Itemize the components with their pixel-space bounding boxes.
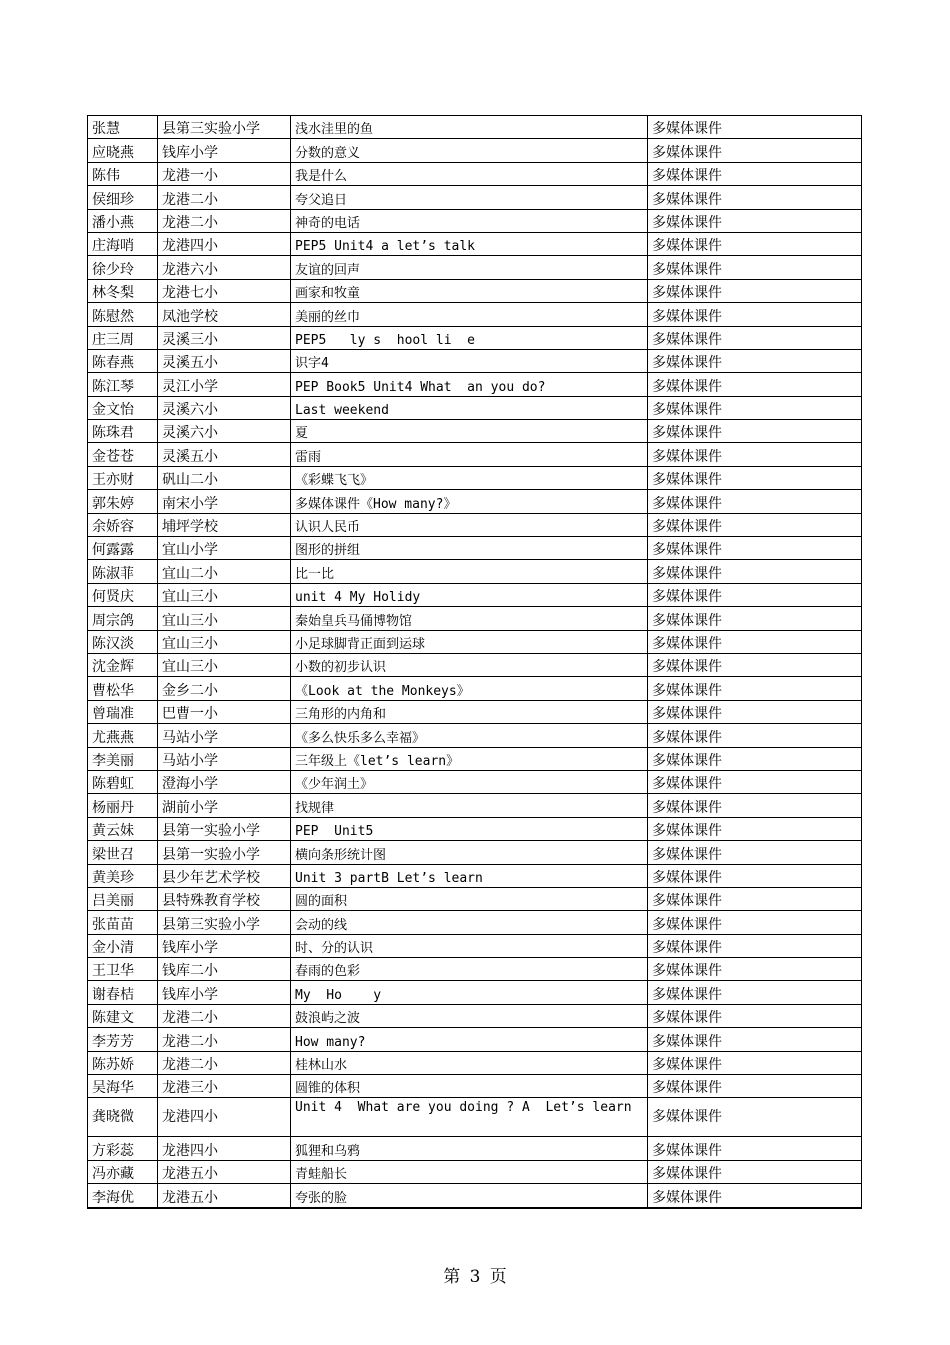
category-cell: 多媒体课件 <box>648 630 862 653</box>
school-cell: 龙港四小 <box>158 1137 291 1160</box>
school-cell: 灵溪五小 <box>158 349 291 372</box>
title-cell: 圆的面积 <box>291 887 648 910</box>
table-row <box>88 817 862 840</box>
school-cell: 埔坪学校 <box>158 513 291 536</box>
category-cell: 多媒体课件 <box>648 396 862 419</box>
title-cell: 小数的初步认识 <box>291 653 648 676</box>
teacher-name-cell: 梁世召 <box>88 841 158 864</box>
table-row <box>88 958 862 981</box>
table-row <box>88 1075 862 1098</box>
category-cell: 多媒体课件 <box>648 1004 862 1027</box>
table-row <box>88 794 862 817</box>
school-cell: 龙港二小 <box>158 186 291 209</box>
teacher-name-cell: 黄云妹 <box>88 817 158 840</box>
school-cell: 矾山二小 <box>158 466 291 489</box>
category-cell: 多媒体课件 <box>648 770 862 793</box>
school-cell: 马站小学 <box>158 724 291 747</box>
spreadsheet-table <box>87 115 862 1209</box>
title-cell: My Ho y <box>291 981 648 1004</box>
category-cell: 多媒体课件 <box>648 887 862 910</box>
school-cell: 县第一实验小学 <box>158 841 291 864</box>
table-row <box>88 162 862 185</box>
school-cell: 灵溪三小 <box>158 326 291 349</box>
teacher-name-cell: 李芳芳 <box>88 1028 158 1051</box>
category-cell: 多媒体课件 <box>648 560 862 583</box>
category-cell: 多媒体课件 <box>648 981 862 1004</box>
teacher-name-cell: 金文怡 <box>88 396 158 419</box>
school-cell: 龙港七小 <box>158 279 291 302</box>
category-cell: 多媒体课件 <box>648 116 862 139</box>
teacher-name-cell: 余娇容 <box>88 513 158 536</box>
table-row <box>88 770 862 793</box>
category-cell: 多媒体课件 <box>648 537 862 560</box>
teacher-name-cell: 吴海华 <box>88 1075 158 1098</box>
title-cell: unit 4 My Holidy <box>291 583 648 606</box>
title-cell: 《多么快乐多么幸福》 <box>291 724 648 747</box>
title-cell: 会动的线 <box>291 911 648 934</box>
table-row <box>88 116 862 139</box>
table-row <box>88 1028 862 1051</box>
school-cell: 宜山三小 <box>158 653 291 676</box>
teacher-name-cell: 李海优 <box>88 1184 158 1208</box>
teacher-name-cell: 金苍苍 <box>88 443 158 466</box>
title-cell: 横向条形统计图 <box>291 841 648 864</box>
school-cell: 马站小学 <box>158 747 291 770</box>
school-cell: 宜山二小 <box>158 560 291 583</box>
title-cell: 美丽的丝巾 <box>291 303 648 326</box>
teacher-name-cell: 张苗苗 <box>88 911 158 934</box>
category-cell: 多媒体课件 <box>648 747 862 770</box>
category-cell: 多媒体课件 <box>648 279 862 302</box>
title-cell: 认识人民币 <box>291 513 648 536</box>
category-cell: 多媒体课件 <box>648 1028 862 1051</box>
title-cell: 小足球脚背正面到运球 <box>291 630 648 653</box>
category-cell: 多媒体课件 <box>648 794 862 817</box>
table-row <box>88 887 862 910</box>
category-cell: 多媒体课件 <box>648 583 862 606</box>
table-row <box>88 349 862 372</box>
table-row <box>88 583 862 606</box>
teacher-name-cell: 陈江琴 <box>88 373 158 396</box>
teacher-name-cell: 陈春燕 <box>88 349 158 372</box>
table-row <box>88 396 862 419</box>
category-cell: 多媒体课件 <box>648 490 862 513</box>
school-cell: 龙港六小 <box>158 256 291 279</box>
teacher-name-cell: 金小清 <box>88 934 158 957</box>
category-cell: 多媒体课件 <box>648 443 862 466</box>
table-row <box>88 911 862 934</box>
table-row <box>88 232 862 255</box>
table-row <box>88 513 862 536</box>
school-cell: 龙港五小 <box>158 1184 291 1208</box>
teacher-name-cell: 曹松华 <box>88 677 158 700</box>
teacher-name-cell: 杨丽丹 <box>88 794 158 817</box>
category-cell: 多媒体课件 <box>648 420 862 443</box>
teacher-name-cell: 陈苏娇 <box>88 1051 158 1074</box>
title-cell: 《彩蝶飞飞》 <box>291 466 648 489</box>
table-row <box>88 1184 862 1208</box>
teacher-name-cell: 何贤庆 <box>88 583 158 606</box>
teacher-name-cell: 陈汉淡 <box>88 630 158 653</box>
category-cell: 多媒体课件 <box>648 162 862 185</box>
title-cell: 多媒体课件《How many?》 <box>291 490 648 513</box>
table-row <box>88 864 862 887</box>
teacher-name-cell: 庄海哨 <box>88 232 158 255</box>
category-cell: 多媒体课件 <box>648 817 862 840</box>
school-cell: 龙港四小 <box>158 232 291 255</box>
school-cell: 县少年艺术学校 <box>158 864 291 887</box>
teacher-name-cell: 张慧 <box>88 116 158 139</box>
title-cell: 夸父追日 <box>291 186 648 209</box>
category-cell: 多媒体课件 <box>648 303 862 326</box>
title-cell: 比一比 <box>291 560 648 583</box>
title-cell: 识字4 <box>291 349 648 372</box>
school-cell: 灵溪六小 <box>158 420 291 443</box>
table-row <box>88 653 862 676</box>
category-cell: 多媒体课件 <box>648 724 862 747</box>
table-row <box>88 326 862 349</box>
teacher-name-cell: 冯亦藏 <box>88 1160 158 1183</box>
table-row <box>88 537 862 560</box>
table-row <box>88 560 862 583</box>
title-cell: 夏 <box>291 420 648 443</box>
teacher-name-cell: 侯细珍 <box>88 186 158 209</box>
title-cell: 狐狸和乌鸦 <box>291 1137 648 1160</box>
title-cell: 青蛙船长 <box>291 1160 648 1183</box>
school-cell: 金乡二小 <box>158 677 291 700</box>
title-cell: How many? <box>291 1028 648 1051</box>
category-cell: 多媒体课件 <box>648 139 862 162</box>
table-row <box>88 1098 862 1137</box>
category-cell: 多媒体课件 <box>648 1051 862 1074</box>
category-cell: 多媒体课件 <box>648 934 862 957</box>
school-cell: 县第三实验小学 <box>158 116 291 139</box>
table-row <box>88 186 862 209</box>
teacher-name-cell: 郭朱婷 <box>88 490 158 513</box>
table-row <box>88 1004 862 1027</box>
title-cell: 《Look at the Monkeys》 <box>291 677 648 700</box>
school-cell: 龙港四小 <box>158 1098 291 1137</box>
title-cell: 夸张的脸 <box>291 1184 648 1208</box>
teacher-name-cell: 王亦财 <box>88 466 158 489</box>
title-cell: 《少年润土》 <box>291 770 648 793</box>
school-cell: 钱库小学 <box>158 981 291 1004</box>
teacher-name-cell: 王卫华 <box>88 958 158 981</box>
title-cell: 图形的拼组 <box>291 537 648 560</box>
teacher-name-cell: 何露露 <box>88 537 158 560</box>
table-row <box>88 724 862 747</box>
school-cell: 巴曹一小 <box>158 700 291 723</box>
category-cell: 多媒体课件 <box>648 1098 862 1137</box>
teacher-name-cell: 陈淑菲 <box>88 560 158 583</box>
title-cell: 时、分的认识 <box>291 934 648 957</box>
table-row <box>88 1137 862 1160</box>
title-cell: 秦始皇兵马俑博物馆 <box>291 607 648 630</box>
table-row <box>88 934 862 957</box>
category-cell: 多媒体课件 <box>648 653 862 676</box>
table-row <box>88 747 862 770</box>
teacher-name-cell: 曾瑞准 <box>88 700 158 723</box>
school-cell: 钱库小学 <box>158 139 291 162</box>
table-row <box>88 209 862 232</box>
title-cell: PEP5 Unit4 a let’s talk <box>291 232 648 255</box>
school-cell: 龙港二小 <box>158 1004 291 1027</box>
table-row <box>88 1160 862 1183</box>
table-row <box>88 303 862 326</box>
teacher-name-cell: 龚晓微 <box>88 1098 158 1137</box>
title-cell: 浅水洼里的鱼 <box>291 116 648 139</box>
school-cell: 凤池学校 <box>158 303 291 326</box>
school-cell: 龙港二小 <box>158 1051 291 1074</box>
category-cell: 多媒体课件 <box>648 373 862 396</box>
title-cell: PEP Unit5 <box>291 817 648 840</box>
teacher-name-cell: 林冬梨 <box>88 279 158 302</box>
category-cell: 多媒体课件 <box>648 256 862 279</box>
category-cell: 多媒体课件 <box>648 466 862 489</box>
school-cell: 澄海小学 <box>158 770 291 793</box>
category-cell: 多媒体课件 <box>648 1075 862 1098</box>
title-cell: Unit 3 partB Let’s learn <box>291 864 648 887</box>
category-cell: 多媒体课件 <box>648 911 862 934</box>
title-cell: 找规律 <box>291 794 648 817</box>
school-cell: 南宋小学 <box>158 490 291 513</box>
table-body <box>88 116 862 1208</box>
teacher-name-cell: 陈伟 <box>88 162 158 185</box>
school-cell: 县第三实验小学 <box>158 911 291 934</box>
teacher-name-cell: 方彩蕊 <box>88 1137 158 1160</box>
page-number: 第 3 页 <box>443 1267 507 1287</box>
table-row <box>88 373 862 396</box>
teacher-name-cell: 周宗鸽 <box>88 607 158 630</box>
category-cell: 多媒体课件 <box>648 700 862 723</box>
school-cell: 灵江小学 <box>158 373 291 396</box>
teacher-name-cell: 陈碧虹 <box>88 770 158 793</box>
title-cell: 我是什么 <box>291 162 648 185</box>
school-cell: 县第一实验小学 <box>158 817 291 840</box>
school-cell: 宜山三小 <box>158 630 291 653</box>
table-row <box>88 279 862 302</box>
school-cell: 龙港一小 <box>158 162 291 185</box>
title-cell: 神奇的电话 <box>291 209 648 232</box>
title-cell: 鼓浪屿之波 <box>291 1004 648 1027</box>
title-cell: 三角形的内角和 <box>291 700 648 723</box>
title-cell: PEP Book5 Unit4 What an you do? <box>291 373 648 396</box>
table-row <box>88 607 862 630</box>
school-cell: 灵溪六小 <box>158 396 291 419</box>
teacher-name-cell: 陈珠君 <box>88 420 158 443</box>
teacher-name-cell: 吕美丽 <box>88 887 158 910</box>
school-cell: 龙港二小 <box>158 1028 291 1051</box>
teacher-name-cell: 尤燕燕 <box>88 724 158 747</box>
category-cell: 多媒体课件 <box>648 607 862 630</box>
title-cell: 圆锥的体积 <box>291 1075 648 1098</box>
table-row <box>88 256 862 279</box>
category-cell: 多媒体课件 <box>648 1137 862 1160</box>
school-cell: 灵溪五小 <box>158 443 291 466</box>
teacher-name-cell: 沈金辉 <box>88 653 158 676</box>
table-row <box>88 677 862 700</box>
teacher-name-cell: 徐少玲 <box>88 256 158 279</box>
title-cell: 雷雨 <box>291 443 648 466</box>
school-cell: 钱库二小 <box>158 958 291 981</box>
table-row <box>88 841 862 864</box>
category-cell: 多媒体课件 <box>648 513 862 536</box>
teacher-name-cell: 应晓燕 <box>88 139 158 162</box>
school-cell: 县特殊教育学校 <box>158 887 291 910</box>
teacher-name-cell: 李美丽 <box>88 747 158 770</box>
category-cell: 多媒体课件 <box>648 1160 862 1183</box>
category-cell: 多媒体课件 <box>648 864 862 887</box>
category-cell: 多媒体课件 <box>648 186 862 209</box>
category-cell: 多媒体课件 <box>648 841 862 864</box>
teacher-name-cell: 黄美珍 <box>88 864 158 887</box>
table-row <box>88 1051 862 1074</box>
school-cell: 龙港三小 <box>158 1075 291 1098</box>
school-cell: 钱库小学 <box>158 934 291 957</box>
category-cell: 多媒体课件 <box>648 958 862 981</box>
teacher-name-cell: 陈建文 <box>88 1004 158 1027</box>
school-cell: 宜山小学 <box>158 537 291 560</box>
table-row <box>88 443 862 466</box>
school-cell: 湖前小学 <box>158 794 291 817</box>
table-row <box>88 139 862 162</box>
title-cell: 桂林山水 <box>291 1051 648 1074</box>
table-row <box>88 466 862 489</box>
title-cell: 春雨的色彩 <box>291 958 648 981</box>
title-cell: 友谊的回声 <box>291 256 648 279</box>
table-row <box>88 490 862 513</box>
category-cell: 多媒体课件 <box>648 326 862 349</box>
title-cell: 分数的意义 <box>291 139 648 162</box>
title-cell: Unit 4 What are you doing ? A Let’s learn <box>291 1098 648 1137</box>
title-cell: 画家和牧童 <box>291 279 648 302</box>
category-cell: 多媒体课件 <box>648 209 862 232</box>
title-cell: 三年级上《let’s learn》 <box>291 747 648 770</box>
school-cell: 宜山三小 <box>158 607 291 630</box>
school-cell: 宜山三小 <box>158 583 291 606</box>
table-row <box>88 630 862 653</box>
teacher-name-cell: 陈慰然 <box>88 303 158 326</box>
category-cell: 多媒体课件 <box>648 1184 862 1208</box>
table-row <box>88 700 862 723</box>
title-cell: PEP5 ly s hool li e <box>291 326 648 349</box>
table-row <box>88 981 862 1004</box>
teacher-name-cell: 庄三周 <box>88 326 158 349</box>
school-cell: 龙港五小 <box>158 1160 291 1183</box>
teacher-name-cell: 谢春桔 <box>88 981 158 1004</box>
category-cell: 多媒体课件 <box>648 349 862 372</box>
school-cell: 龙港二小 <box>158 209 291 232</box>
teacher-name-cell: 潘小燕 <box>88 209 158 232</box>
category-cell: 多媒体课件 <box>648 232 862 255</box>
title-cell: Last weekend <box>291 396 648 419</box>
table-row <box>88 420 862 443</box>
category-cell: 多媒体课件 <box>648 677 862 700</box>
